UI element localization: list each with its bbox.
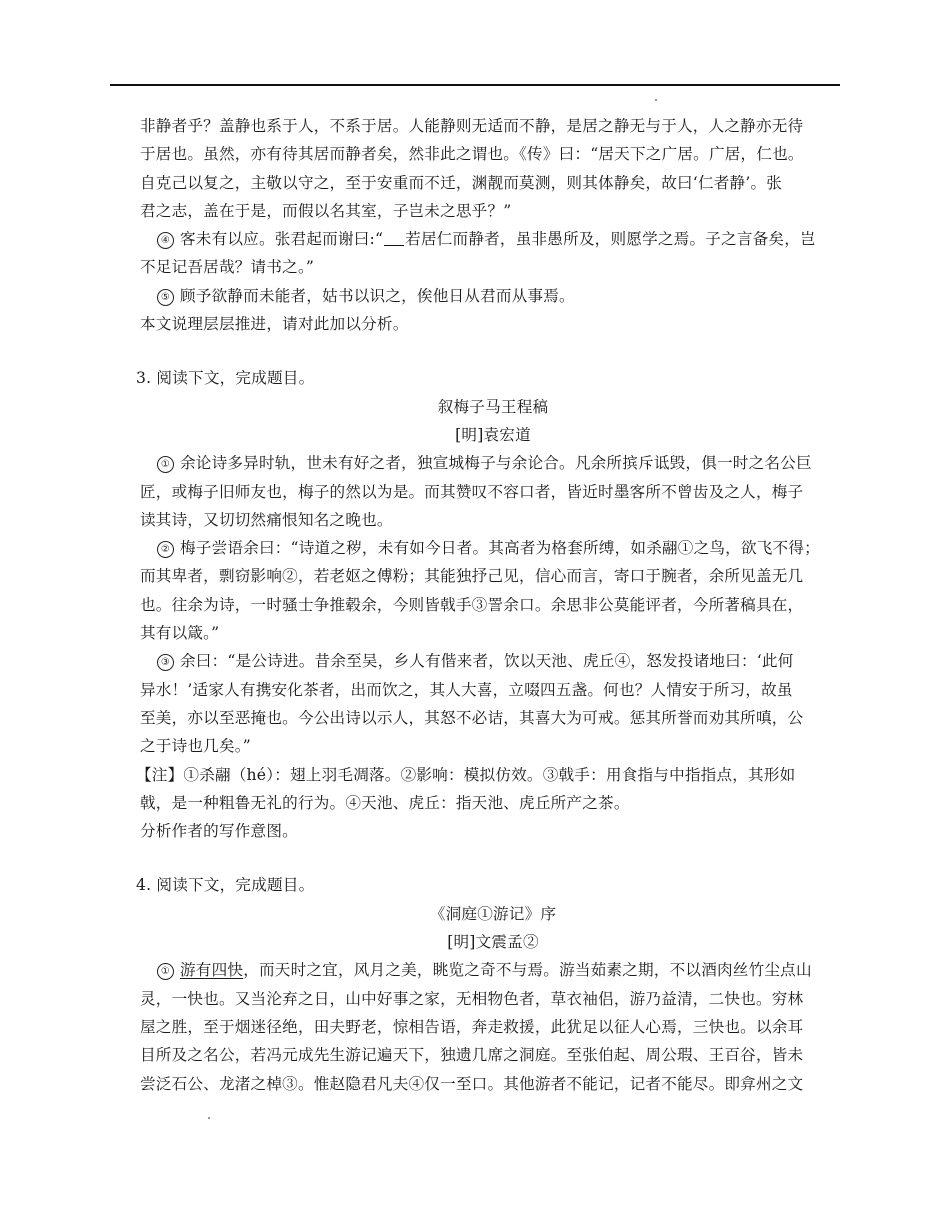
text-line: 屋之胜，至于烟迷径绝，田夫野老，惊相告语，奔走救援，此犹足以征人心焉，三快也。以余耳 <box>140 1017 804 1036</box>
footnote-line: 戟，是一种粗鲁无礼的行为。④天池、虎丘：指天池、虎丘所产之茶。 <box>140 793 630 812</box>
passage-title: 叙梅子马王程稿 <box>437 397 549 416</box>
text-span: 客未有以应。张君起而谢曰:“ <box>180 230 384 249</box>
speck <box>655 99 657 101</box>
text-line: 而其卑者，剽窃影响②，若老妪之傅粉；其能独抒己见，信心而言，寄口于腕者，余所见盖无几 <box>140 567 804 586</box>
speck <box>208 1117 210 1119</box>
text-line: 异水！’适家人有携安化茶者，出而饮之，其人大喜，立啜四五盏。何也？人情安于所习，故虽 <box>140 680 793 699</box>
passage-author: [明]袁宏道 <box>455 425 531 444</box>
text-line: 君之志，盖在于是，而假以名其室，子岂未之思乎？” <box>140 201 512 220</box>
question-header: 4. 阅读下文，完成题目。 <box>136 876 315 895</box>
text-line: 匠，或梅子旧师友也，梅子的然以为是。而其赞叹不容口者，皆近时墨客所不曾齿及之人，梅子 <box>140 482 804 501</box>
question-header: 3. 阅读下文，完成题目。 <box>136 369 315 388</box>
text-line: 非静者乎？盖静也系于人，不系于居。人能静则无适而不静，是居之静无与于人，人之静亦无待 <box>140 117 804 135</box>
text-span: 余曰：“是公诗进。昔余至吴，乡人有偕来者，饮以天池、虎丘④，怒发投诸地曰：‘此何 <box>180 652 794 671</box>
paragraph-4 <box>140 225 852 253</box>
footnote-line: 【注】①杀翮（hé）：翅上羽毛凋落。②影响：模拟仿效。③戟手：用食指与中指指点，其形如 <box>136 765 796 784</box>
header-rule <box>110 84 840 86</box>
passage-title: 《洞庭①游记》序 <box>429 904 557 923</box>
text-line: 读其诗，又切切然痛恨知名之晚也。 <box>140 510 393 529</box>
text-line: 也。往余为诗，一时骚士争推毂余，今则皆戟手③詈余口。余思非公莫能评者，今所著稿具在， <box>140 595 804 614</box>
question-text: 分析作者的写作意图。 <box>140 822 298 841</box>
answer-blank <box>384 231 404 246</box>
question-text: 本文说理层层推进，请对此加以分析。 <box>140 315 409 334</box>
paragraph-number: ③ <box>157 654 174 671</box>
paragraph-1 <box>140 956 852 984</box>
text-line: 自克己以复之，主敬以守之，至于安重而不迁，渊靓而莫测，则其体静矣，故曰‘仁者静’。张 <box>140 173 783 192</box>
text-span: 余论诗多异时轨，世未有好之者，独宣城梅子与余论合。凡余所摈斥诋毁，俱一时之名公巨 <box>180 454 812 473</box>
paragraph-1 <box>140 449 852 477</box>
paragraph-number: ② <box>157 541 174 558</box>
text-line: 灵，一快也。又当沦弃之日，山中好事之家，无相物色者，草衣袖侣，游乃益清，二快也。穷林 <box>140 989 804 1008</box>
text-line: 之于诗也几矣。” <box>140 737 251 756</box>
text-line: 于居也。虽然，亦有待其居而静者矣，然非此之谓也。《传》曰：“居天下之广居。广居，仁也。 <box>140 145 804 164</box>
underlined-phrase: 游有四快 <box>180 961 244 980</box>
text-line: 至美，亦以至恶掩也。今公出诗以示人，其怒不必诘，其喜大为可戒。惩其所誉而劝其所嗔，公 <box>140 708 804 727</box>
paragraph-5 <box>140 282 852 310</box>
text-span: 若居仁而静者，虽非愚所及，则愿学之焉。子之言备矣，岂 <box>405 230 816 249</box>
paragraph-2 <box>140 534 852 562</box>
paragraph-number: ⑤ <box>157 289 174 306</box>
paragraph-number: ① <box>157 456 174 473</box>
text-line: 目所及之名公，若冯元成先生游记遍天下，独遗几席之洞庭。至张伯起、周公瑕、王百谷，皆未 <box>140 1046 804 1065</box>
text-line: 尝泛石公、龙渚之棹③。惟赵隐君凡夫④仅一至口。其他游者不能记，记者不能尽。即弇州之文 <box>140 1074 804 1093</box>
passage-author: [明]文震孟② <box>447 933 539 952</box>
text-span: 顾予欲静而未能者，姑书以识之，俟他日从君而从事焉。 <box>180 286 575 305</box>
paragraph-number: ④ <box>157 232 174 249</box>
text-line: 其有以箴。” <box>140 624 220 643</box>
paragraph-3 <box>140 647 852 675</box>
text-line: 不足记吾居哉？请书之。” <box>140 258 315 277</box>
text-span: ，而天时之宜，风月之美，眺览之奇不与焉。游当茹素之期，不以酒肉丝竹尘点山 <box>243 961 812 980</box>
document-body <box>136 112 852 1098</box>
text-span: 梅子尝语余曰：“诗道之秽，未有如今日者。其高者为格套所缚，如杀翮①之鸟，欲飞不得； <box>180 539 820 558</box>
paragraph-number: ① <box>157 963 174 980</box>
